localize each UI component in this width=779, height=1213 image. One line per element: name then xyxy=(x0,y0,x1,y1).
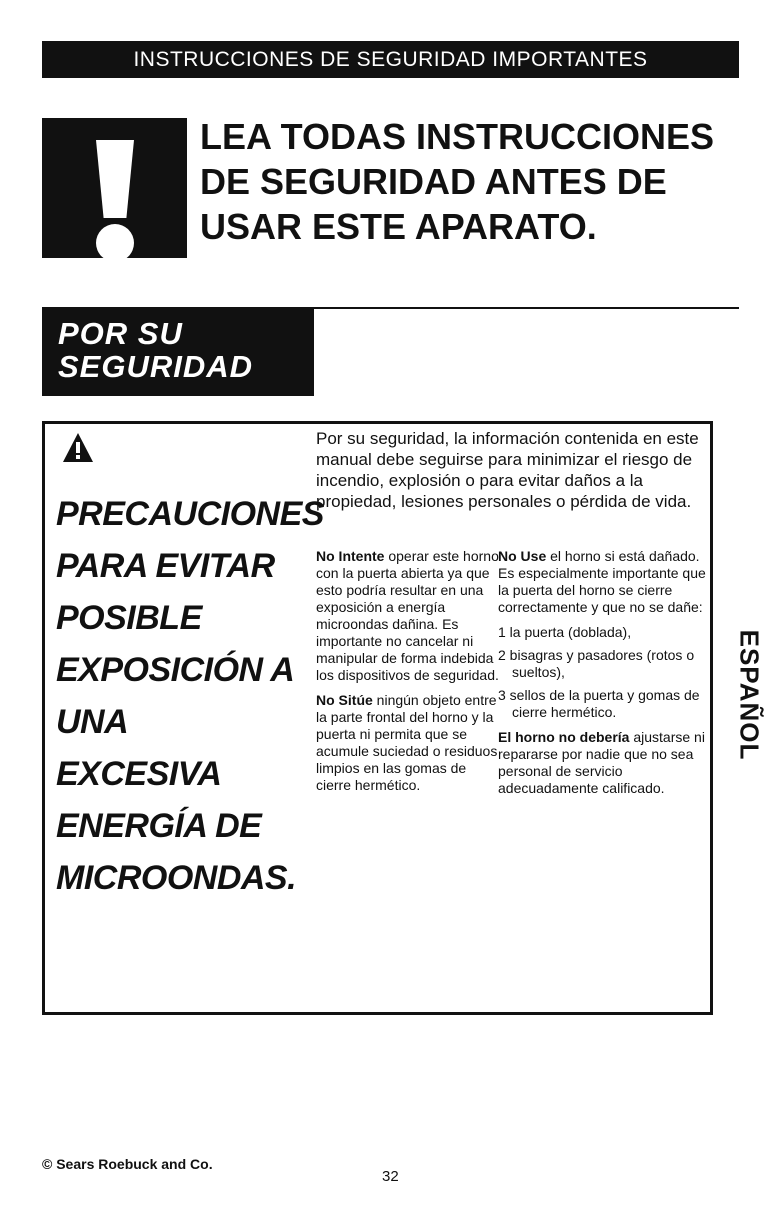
paragraph xyxy=(316,548,504,684)
precaution-heading xyxy=(56,488,324,904)
section-label-line: POR SU xyxy=(58,316,183,351)
main-heading xyxy=(200,114,760,249)
paragraph-text: operar este horno con la puerta abierta ya que esto podría resultar en una exposición a energía microondas dañina. Es importante no cancelar ni manipular de forma indebida los dispositivos de seguridad. xyxy=(316,548,499,683)
list-item: 2 bisagras y pasadores (rotos o sueltos), xyxy=(498,647,695,680)
paragraph xyxy=(498,729,708,797)
paragraph xyxy=(498,548,708,616)
precaution-heading-line: EXPOSICIÓN A xyxy=(56,651,295,689)
main-heading-line: DE SEGURIDAD ANTES DE xyxy=(200,161,667,202)
precaution-heading-line: PRECAUCIONES xyxy=(56,495,324,533)
page-number: 32 xyxy=(382,1168,399,1185)
paragraph-text: ningún objeto entre la parte frontal del horno y la puerta ni permita que se acumule suciedad o residuos limpios en las gomas de cierre hermético. xyxy=(316,692,498,793)
damage-list xyxy=(498,624,708,721)
bold-lead: No Use xyxy=(498,548,547,564)
section-label xyxy=(42,307,314,396)
precaution-heading-line: ENERGÍA DE xyxy=(56,807,262,845)
bold-lead: No Intente xyxy=(316,548,385,564)
paragraph-text: ajustarse ni repararse por nadie que no sea personal de servicio adecuadamente calificado. xyxy=(498,729,705,796)
bold-lead: El horno no debería xyxy=(498,729,630,745)
list-item: 3 sellos de la puerta y gomas de cierre hermético. xyxy=(498,687,700,720)
section-label-line: SEGURIDAD xyxy=(58,349,254,384)
precaution-heading-line: UNA EXCESIVA xyxy=(56,703,222,793)
copyright-notice: © Sears Roebuck and Co. xyxy=(42,1156,213,1172)
paragraph xyxy=(316,692,504,794)
precaution-heading-line: MICROONDAS. xyxy=(56,859,297,897)
intro-paragraph: Por su seguridad, la información contenida en este manual debe seguirse para minimizar el riesgo de incendio, explosión o para evitar daños a la propiedad, lesiones personales o pérdida de vida. xyxy=(316,429,699,511)
right-column xyxy=(498,548,708,805)
language-tab xyxy=(734,629,765,761)
warning-triangle-icon xyxy=(61,431,95,465)
left-column xyxy=(316,548,504,802)
list-item: 1 la puerta (doblada), xyxy=(498,624,632,640)
precaution-heading-line: PARA EVITAR xyxy=(56,547,275,585)
exclamation-icon xyxy=(42,118,187,258)
bold-lead: No Sitúe xyxy=(316,692,373,708)
header-banner: INSTRUCCIONES DE SEGURIDAD IMPORTANTES xyxy=(42,41,739,78)
main-heading-line: USAR ESTE APARATO. xyxy=(200,206,597,247)
language-tab-label: ESPAÑOL xyxy=(734,629,765,761)
paragraph-text: el horno si está dañado. Es especialmente importante que la puerta del horno se cierre correctamente y que no se dañe: xyxy=(498,548,706,615)
main-heading-line: LEA TODAS INSTRUCCIONES xyxy=(200,116,715,157)
precaution-heading-line: POSIBLE xyxy=(56,599,202,637)
